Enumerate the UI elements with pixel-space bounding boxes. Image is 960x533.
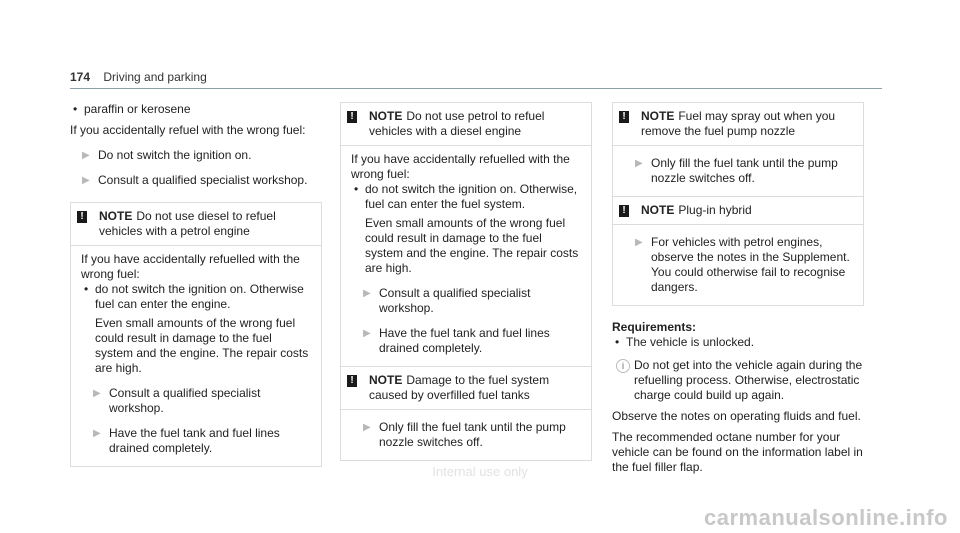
step-arrow-icon: ▶	[635, 158, 643, 169]
step-arrow-icon: ▶	[635, 237, 643, 248]
step-arrow-icon: ▶	[363, 288, 371, 299]
requirements-heading: Requirements:	[612, 320, 697, 334]
watermark: Internal use only	[432, 464, 528, 479]
note-body	[341, 146, 591, 366]
note-label: NOTE	[369, 109, 403, 123]
note-header	[613, 103, 863, 146]
warning-icon: !	[77, 211, 87, 223]
action-step: ▶ Consult a qualified specialist workshop.	[93, 386, 261, 415]
column-left	[70, 102, 322, 467]
note-box	[340, 366, 592, 461]
warning-icon: !	[347, 375, 357, 387]
note-box	[70, 202, 322, 467]
warning-icon: !	[347, 111, 357, 123]
paragraph: If you have accidentally refuelled with the wrong fuel:	[351, 152, 570, 181]
step-arrow-icon: ▶	[363, 328, 371, 339]
note-body	[71, 246, 321, 466]
note-box	[612, 102, 864, 197]
note-body	[613, 225, 863, 305]
info-icon: i	[616, 359, 630, 373]
header-divider	[70, 88, 882, 89]
action-step: ▶ For vehicles with petrol engines, observe the notes in the Supplement. You could otherwise fail to recognise dangers.	[635, 235, 850, 294]
note-header	[341, 103, 591, 146]
warning-icon: !	[619, 111, 629, 123]
list-item: • paraffin or kerosene	[70, 102, 322, 117]
step-arrow-icon: ▶	[363, 422, 371, 433]
note-title: Do not use diesel to refuel vehicles with a petrol engine	[99, 209, 276, 238]
note-header	[71, 203, 321, 246]
step-arrow-icon: ▶	[93, 428, 101, 439]
page-header	[70, 70, 207, 85]
section-title: Driving and parking	[103, 70, 207, 84]
paragraph: If you have accidentally refuelled with the wrong fuel:	[81, 252, 300, 281]
note-title: Fuel may spray out when you remove the fuel pump nozzle	[641, 109, 836, 138]
paragraph: Even small amounts of the wrong fuel could result in damage to the fuel system and the engine. The repair costs are high.	[95, 316, 309, 375]
action-step: ▶ Only fill the fuel tank until the pump nozzle switches off.	[363, 420, 566, 449]
action-step: ▶ Have the fuel tank and fuel lines drained completely.	[363, 326, 550, 355]
list-item: • The vehicle is unlocked.	[612, 335, 864, 350]
note-label: NOTE	[641, 203, 675, 217]
note-header	[613, 197, 863, 225]
step-arrow-icon: ▶	[93, 388, 101, 399]
page-number: 174	[70, 70, 91, 84]
paragraph: Observe the notes on operating fluids and fuel.	[612, 409, 861, 423]
note-body	[613, 146, 863, 196]
note-body	[341, 410, 591, 460]
action-step: ▶ Consult a qualified specialist workshop.	[363, 286, 531, 315]
note-title: Damage to the fuel system caused by overfilled fuel tanks	[369, 373, 550, 402]
action-step: ▶ Do not switch the ignition on.	[82, 148, 252, 162]
column-right	[612, 102, 864, 475]
list-item: • do not switch the ignition on. Otherwise, fuel can enter the fuel system.	[351, 182, 581, 212]
column-middle	[340, 102, 592, 461]
paragraph: The recommended octane number for your vehicle can be found on the information label in the fuel filler flap.	[612, 430, 863, 474]
list-item: • do not switch the ignition on. Otherwise fuel can enter the engine.	[81, 282, 311, 312]
note-title: Do not use petrol to refuel vehicles with a diesel engine	[369, 109, 545, 138]
note-label: NOTE	[369, 373, 403, 387]
note-title: Plug-in hybrid	[678, 203, 752, 217]
note-header	[341, 367, 591, 410]
site-logo: carmanualsonline.info	[704, 505, 948, 530]
step-arrow-icon: ▶	[82, 150, 90, 161]
note-label: NOTE	[641, 109, 675, 123]
tip-block: i Do not get into the vehicle again during the refuelling process. Otherwise, electrostatic charge could build up again.	[612, 358, 864, 403]
action-step: ▶ Have the fuel tank and fuel lines drained completely.	[93, 426, 280, 455]
note-box	[340, 102, 592, 367]
step-arrow-icon: ▶	[82, 175, 90, 186]
warning-icon: !	[619, 205, 629, 217]
note-box	[612, 196, 864, 306]
paragraph: If you accidentally refuel with the wrong fuel:	[70, 123, 306, 137]
note-label: NOTE	[99, 209, 133, 223]
action-step: ▶ Only fill the fuel tank until the pump nozzle switches off.	[635, 156, 838, 185]
action-step: ▶ Consult a qualified specialist workshop.	[82, 173, 308, 187]
paragraph: Even small amounts of the wrong fuel could result in damage to the fuel system and the engine. The repair costs are high.	[365, 216, 579, 275]
